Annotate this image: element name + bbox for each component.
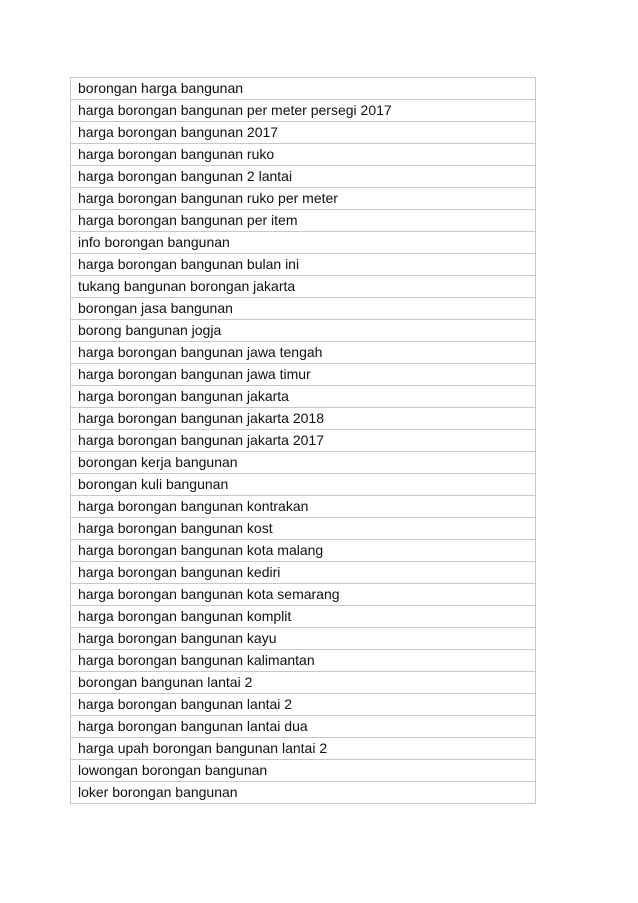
- keyword-table-body: [71, 78, 536, 804]
- table-row: [71, 144, 536, 166]
- table-row: [71, 540, 536, 562]
- table-row: [71, 606, 536, 628]
- table-cell: borongan kuli bangunan: [71, 474, 536, 496]
- table-row: [71, 408, 536, 430]
- table-row: [71, 672, 536, 694]
- table-cell: borongan harga bangunan: [71, 78, 536, 100]
- table-cell: borongan bangunan lantai 2: [71, 672, 536, 694]
- table-cell: harga borongan bangunan per item: [71, 210, 536, 232]
- table-row: [71, 452, 536, 474]
- table-cell: info borongan bangunan: [71, 232, 536, 254]
- table-cell: harga borongan bangunan lantai dua: [71, 716, 536, 738]
- table-row: [71, 496, 536, 518]
- table-cell: harga borongan bangunan kota malang: [71, 540, 536, 562]
- table-row: [71, 100, 536, 122]
- table-row: [71, 474, 536, 496]
- table-row: [71, 342, 536, 364]
- table-row: [71, 210, 536, 232]
- table-cell: harga borongan bangunan kalimantan: [71, 650, 536, 672]
- keyword-table: [70, 77, 536, 804]
- table-cell: harga borongan bangunan kayu: [71, 628, 536, 650]
- table-cell: borongan jasa bangunan: [71, 298, 536, 320]
- table-cell: harga borongan bangunan kota semarang: [71, 584, 536, 606]
- table-row: [71, 782, 536, 804]
- table-row: [71, 364, 536, 386]
- table-row: [71, 254, 536, 276]
- table-row: [71, 430, 536, 452]
- table-cell: harga borongan bangunan 2 lantai: [71, 166, 536, 188]
- table-row: [71, 694, 536, 716]
- table-row: [71, 298, 536, 320]
- table-row: [71, 386, 536, 408]
- table-row: [71, 584, 536, 606]
- table-row: [71, 760, 536, 782]
- table-cell: borong bangunan jogja: [71, 320, 536, 342]
- table-cell: harga borongan bangunan jawa timur: [71, 364, 536, 386]
- table-cell: harga borongan bangunan 2017: [71, 122, 536, 144]
- table-cell: harga borongan bangunan per meter persegi 2017: [71, 100, 536, 122]
- table-row: [71, 122, 536, 144]
- table-cell: harga borongan bangunan jakarta 2017: [71, 430, 536, 452]
- table-cell: harga borongan bangunan komplit: [71, 606, 536, 628]
- table-cell: harga borongan bangunan kost: [71, 518, 536, 540]
- table-row: [71, 518, 536, 540]
- table-cell: harga borongan bangunan jawa tengah: [71, 342, 536, 364]
- table-cell: harga borongan bangunan lantai 2: [71, 694, 536, 716]
- table-cell: harga borongan bangunan kediri: [71, 562, 536, 584]
- table-row: [71, 320, 536, 342]
- table-row: [71, 78, 536, 100]
- table-cell: borongan kerja bangunan: [71, 452, 536, 474]
- table-cell: harga borongan bangunan jakarta 2018: [71, 408, 536, 430]
- table-row: [71, 276, 536, 298]
- table-cell: harga borongan bangunan ruko per meter: [71, 188, 536, 210]
- table-row: [71, 562, 536, 584]
- table-row: [71, 166, 536, 188]
- table-cell: loker borongan bangunan: [71, 782, 536, 804]
- table-row: [71, 628, 536, 650]
- table-row: [71, 188, 536, 210]
- table-cell: tukang bangunan borongan jakarta: [71, 276, 536, 298]
- table-row: [71, 232, 536, 254]
- table-cell: harga borongan bangunan jakarta: [71, 386, 536, 408]
- table-row: [71, 716, 536, 738]
- table-row: [71, 650, 536, 672]
- table-cell: harga borongan bangunan ruko: [71, 144, 536, 166]
- table-cell: harga upah borongan bangunan lantai 2: [71, 738, 536, 760]
- table-cell: harga borongan bangunan bulan ini: [71, 254, 536, 276]
- table-cell: lowongan borongan bangunan: [71, 760, 536, 782]
- table-cell: harga borongan bangunan kontrakan: [71, 496, 536, 518]
- table-row: [71, 738, 536, 760]
